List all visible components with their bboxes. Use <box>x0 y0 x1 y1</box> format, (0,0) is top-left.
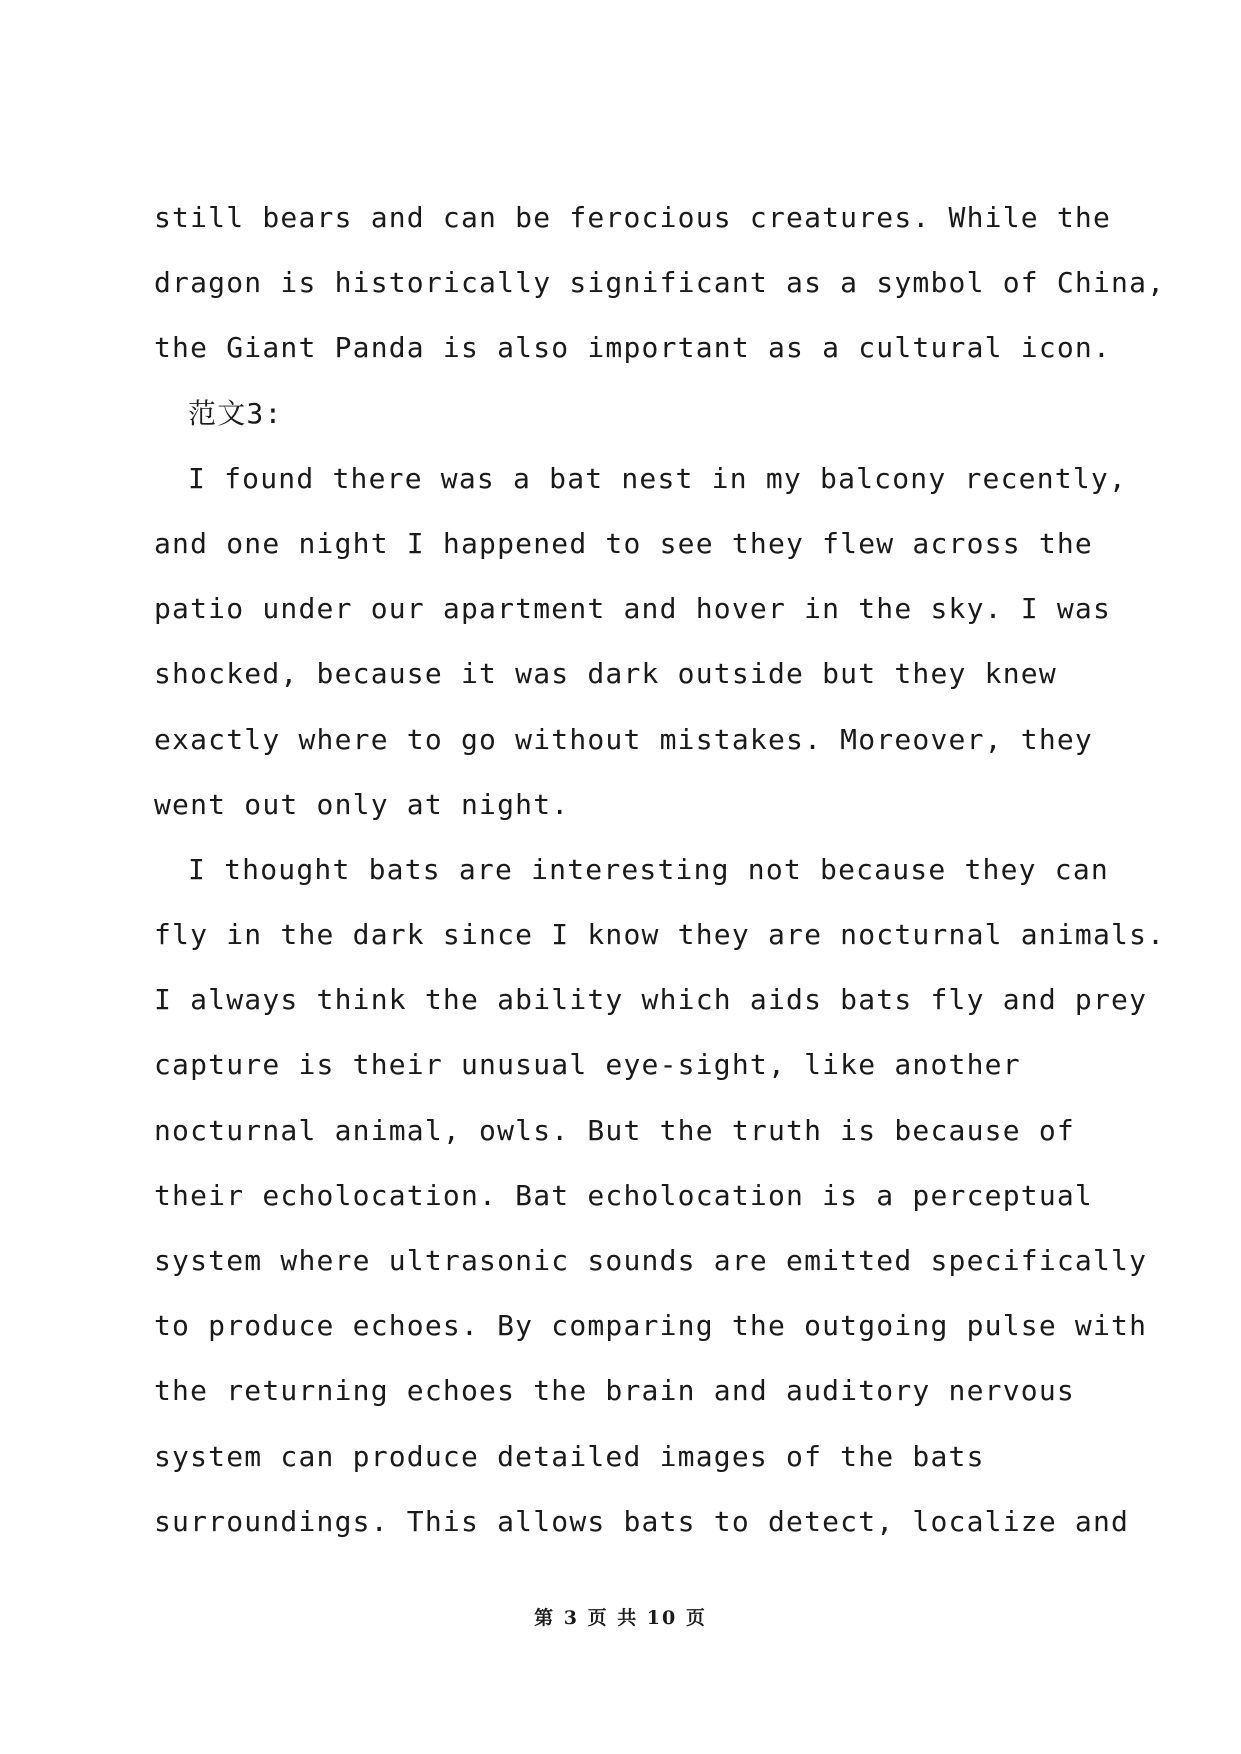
body-text <box>154 185 1166 1554</box>
text-line: I thought bats are interesting not because they can <box>188 852 1109 886</box>
text-line: and one night I happened to see they flew across the <box>154 526 1093 560</box>
text-line: went out only at night. <box>154 787 570 821</box>
text-line: the returning echoes the brain and auditory nervous <box>154 1374 1075 1408</box>
text-line: dragon is historically significant as a symbol of China, <box>154 266 1166 300</box>
text-line: system where ultrasonic sounds are emitted specifically <box>154 1244 1148 1277</box>
text-line: fly in the dark since I know they are nocturnal animals. <box>154 918 1166 952</box>
text-line: shocked, because it was dark outside but they knew <box>154 657 1057 691</box>
text-line: system can produce detailed images of the bats <box>154 1439 985 1473</box>
text-line: still bears and can be ferocious creatures. While the <box>154 201 1112 234</box>
section-heading: 范文3: <box>188 396 283 430</box>
text-line: exactly where to go without mistakes. Moreover, they <box>154 722 1093 756</box>
text-line: to produce echoes. By comparing the outgoing pulse with <box>154 1309 1148 1343</box>
text-line: the Giant Panda is also important as a cultural icon. <box>154 331 1112 365</box>
text-line: I always think the ability which aids bats fly and prey <box>154 983 1148 1017</box>
page-number-footer: 第 3 页 共 10 页 <box>534 1607 707 1629</box>
text-line: their echolocation. Bat echolocation is a perceptual <box>154 1178 1093 1212</box>
text-line: capture is their unusual eye-sight, like another <box>154 1048 1021 1082</box>
text-line: surroundings. This allows bats to detect, localize and <box>154 1504 1130 1538</box>
text-line: patio under our apartment and hover in the sky. I was <box>154 592 1112 626</box>
text-line: I found there was a bat nest in my balcony recently, <box>188 461 1127 495</box>
text-line: nocturnal animal, owls. But the truth is because of <box>154 1113 1075 1147</box>
